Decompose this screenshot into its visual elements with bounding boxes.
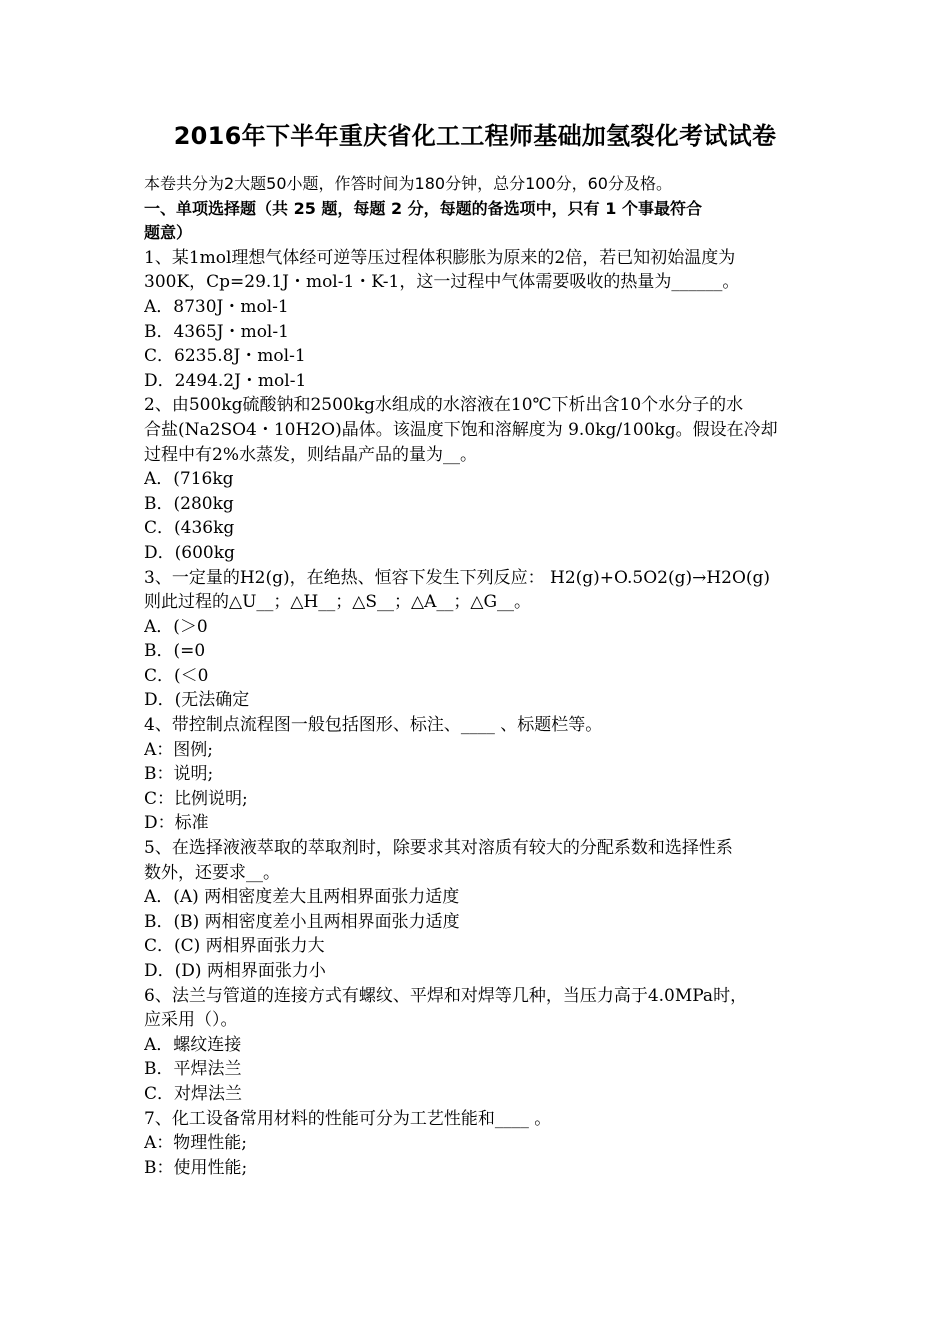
option-d: D．2494.2J・mol-1 [144, 370, 307, 391]
option-b: B．(B) 两相密度差小且两相界面张力适度 [144, 911, 460, 932]
option-d: D．(无法确定 [144, 690, 250, 711]
option-d: D．(600kg [144, 542, 235, 563]
question-text: 4、带控制点流程图一般包括图形、标注、____ 、标题栏等。 [144, 715, 603, 736]
section-heading: 一、单项选择题（共 25 题，每题 2 分，每题的备选项中，只有 1 个事最符合 [144, 198, 702, 218]
option-a: A．螺纹连接 [144, 1034, 242, 1055]
option-b: B．平焊法兰 [144, 1059, 242, 1080]
question-5 [144, 836, 809, 984]
question-7 [144, 1107, 809, 1181]
option-b: B．4365J・mol-1 [144, 321, 289, 342]
question-text: 过程中有2%水蒸发，则结晶产品的量为__。 [144, 444, 477, 465]
question-text: 7、化工设备常用材料的性能可分为工艺性能和____ 。 [144, 1108, 552, 1129]
option-a: A：图例; [144, 739, 214, 760]
option-c: C．(436kg [144, 518, 235, 539]
question-text: 则此过程的△U__；△H__；△S__；△A__；△G__。 [144, 592, 532, 613]
option-c: C．对焊法兰 [144, 1083, 243, 1104]
option-c: C．6235.8J・mol-1 [144, 346, 306, 367]
option-d: D．(D) 两相界面张力小 [144, 961, 326, 981]
option-a: A．(716kg [144, 469, 234, 490]
question-text: 5、在选择液液萃取的萃取剂时，除要求其对溶质有较大的分配系数和选择性系 [144, 838, 733, 859]
option-d: D：标准 [144, 813, 209, 834]
question-text: 2、由500kg硫酸钠和2500kg水组成的水溶液在10℃下析出含10个水分子的水 [144, 395, 744, 416]
question-1 [144, 246, 809, 394]
option-a: A．(＞0 [144, 616, 208, 637]
option-b: B．(=0 [144, 641, 206, 662]
option-b: B：使用性能; [144, 1157, 248, 1178]
question-text: 数外，还要求__。 [144, 862, 280, 883]
exam-intro: 本卷共分为2大题50小题，作答时间为180分钟，总分100分，60分及格。 [144, 174, 672, 193]
option-a: A．8730J・mol-1 [144, 296, 289, 317]
question-4 [144, 713, 809, 836]
question-text: 合盐(Na2SO4・10H2O)晶体。该温度下饱和溶解度为 9.0kg/100kg。假设在冷却 [144, 419, 778, 440]
option-a: A．(A) 两相密度差大且两相界面张力适度 [144, 887, 460, 908]
question-text: 1、某1mol理想气体经可逆等压过程体积膨胀为原来的2倍，若已知初始温度为 [144, 247, 736, 268]
question-2 [144, 393, 809, 565]
question-6 [144, 984, 809, 1107]
option-a: A：物理性能; [144, 1133, 248, 1154]
option-b: B：说明; [144, 764, 214, 785]
option-c: C．(＜0 [144, 665, 209, 686]
document-body [144, 172, 809, 1180]
question-text: 6、法兰与管道的连接方式有螺纹、平焊和对焊等几种，当压力高于4.0MPa时， [144, 985, 748, 1006]
question-text: 300K，Cp=29.1J・mol-1・K-1，这一过程中气体需要吸收的热量为______。 [144, 272, 740, 293]
question-3 [144, 566, 809, 714]
question-text: 应采用（）。 [144, 1010, 238, 1031]
document-title: 2016年下半年重庆省化工工程师基础加氢裂化考试试卷 [173, 122, 777, 150]
section-heading-cont: 题意） [144, 223, 193, 243]
option-c: C．(C) 两相界面张力大 [144, 936, 325, 957]
option-b: B．(280kg [144, 493, 234, 514]
option-c: C：比例说明; [144, 788, 248, 809]
question-text: 3、一定量的H2(g)，在绝热、恒容下发生下列反应： H2(g)+O.5O2(g)→H2O(g) [144, 567, 771, 588]
